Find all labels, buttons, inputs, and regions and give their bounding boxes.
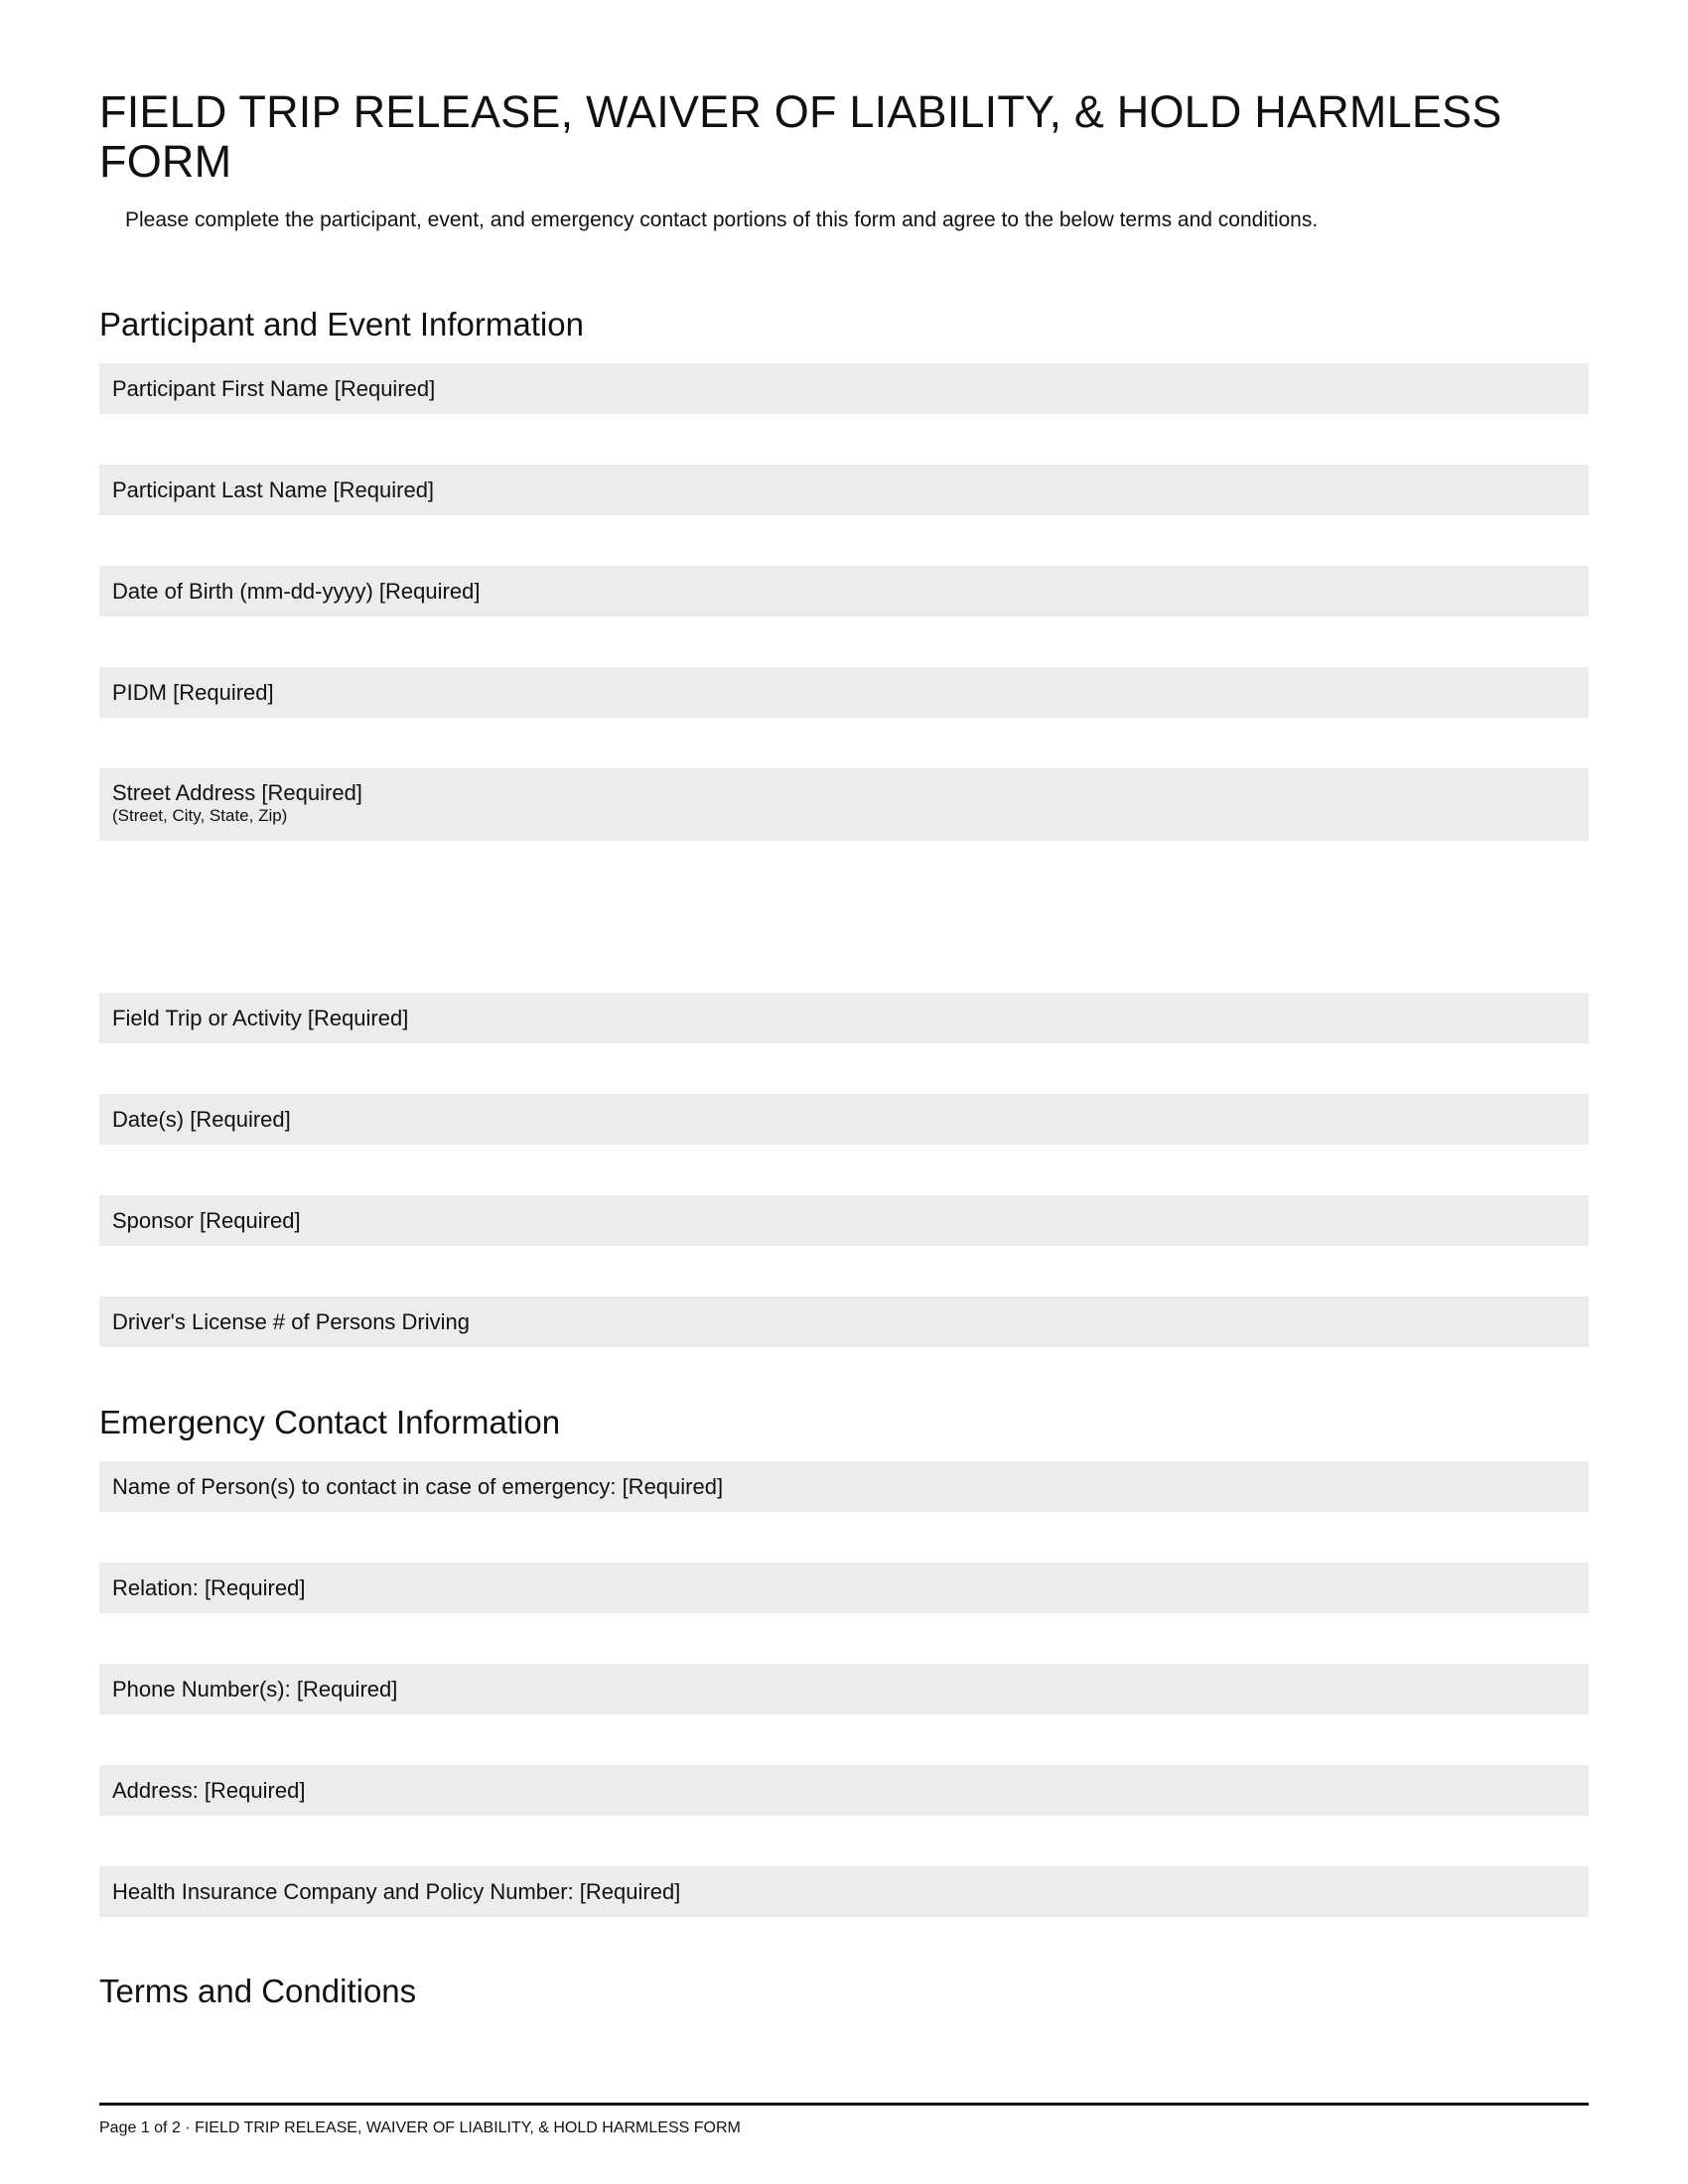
- drivers-license-field[interactable]: [99, 1297, 1589, 1347]
- intro-text: Please complete the participant, event, and emergency contact portions of this form and agree to the below terms and conditions.: [125, 208, 1319, 231]
- field-label: Date of Birth (mm-dd-yyyy) [Required]: [112, 579, 481, 604]
- page-footer: Page 1 of 2 · FIELD TRIP RELEASE, WAIVER OF LIABILITY, & HOLD HARMLESS FORM: [99, 2119, 741, 2136]
- date-of-birth-field[interactable]: [99, 566, 1589, 616]
- health-insurance-field[interactable]: [99, 1866, 1589, 1917]
- field-label: Sponsor [Required]: [112, 1208, 301, 1233]
- field-label: PIDM [Required]: [112, 680, 274, 705]
- phone-numbers-field[interactable]: [99, 1664, 1589, 1714]
- street-address-field[interactable]: [99, 768, 1589, 841]
- field-label: Driver's License # of Persons Driving: [112, 1309, 471, 1334]
- emergency-address-field[interactable]: [99, 1765, 1589, 1816]
- field-label: Relation: [Required]: [112, 1575, 306, 1600]
- pidm-field[interactable]: [99, 667, 1589, 718]
- emergency-contact-name-field[interactable]: [99, 1461, 1589, 1512]
- field-label: Address: [Required]: [112, 1778, 306, 1803]
- field-label: Phone Number(s): [Required]: [112, 1677, 398, 1702]
- field-label: Date(s) [Required]: [112, 1107, 291, 1132]
- participant-first-name-field[interactable]: [99, 363, 1589, 414]
- field-hint: (Street, City, State, Zip): [112, 806, 288, 825]
- section-heading-terms: Terms and Conditions: [99, 1973, 417, 2009]
- footer-divider: [99, 2103, 1589, 2106]
- participant-last-name-field[interactable]: [99, 465, 1589, 515]
- field-trip-activity-field[interactable]: [99, 993, 1589, 1043]
- field-label: Participant First Name [Required]: [112, 376, 436, 401]
- form-page: [99, 0, 1589, 2184]
- dates-field[interactable]: [99, 1094, 1589, 1145]
- relation-field[interactable]: [99, 1563, 1589, 1613]
- field-label: Field Trip or Activity [Required]: [112, 1006, 409, 1030]
- field-label: Street Address [Required]: [112, 780, 362, 805]
- sponsor-field[interactable]: [99, 1195, 1589, 1246]
- section-heading-participant: Participant and Event Information: [99, 306, 584, 342]
- document-title: FIELD TRIP RELEASE, WAIVER OF LIABILITY, & HOLD HARMLESS FORM: [99, 86, 1502, 187]
- field-label: Participant Last Name [Required]: [112, 478, 435, 502]
- field-label: Name of Person(s) to contact in case of emergency: [Required]: [112, 1474, 724, 1499]
- field-label: Health Insurance Company and Policy Number: [Required]: [112, 1879, 681, 1904]
- section-heading-emergency: Emergency Contact Information: [99, 1404, 561, 1440]
